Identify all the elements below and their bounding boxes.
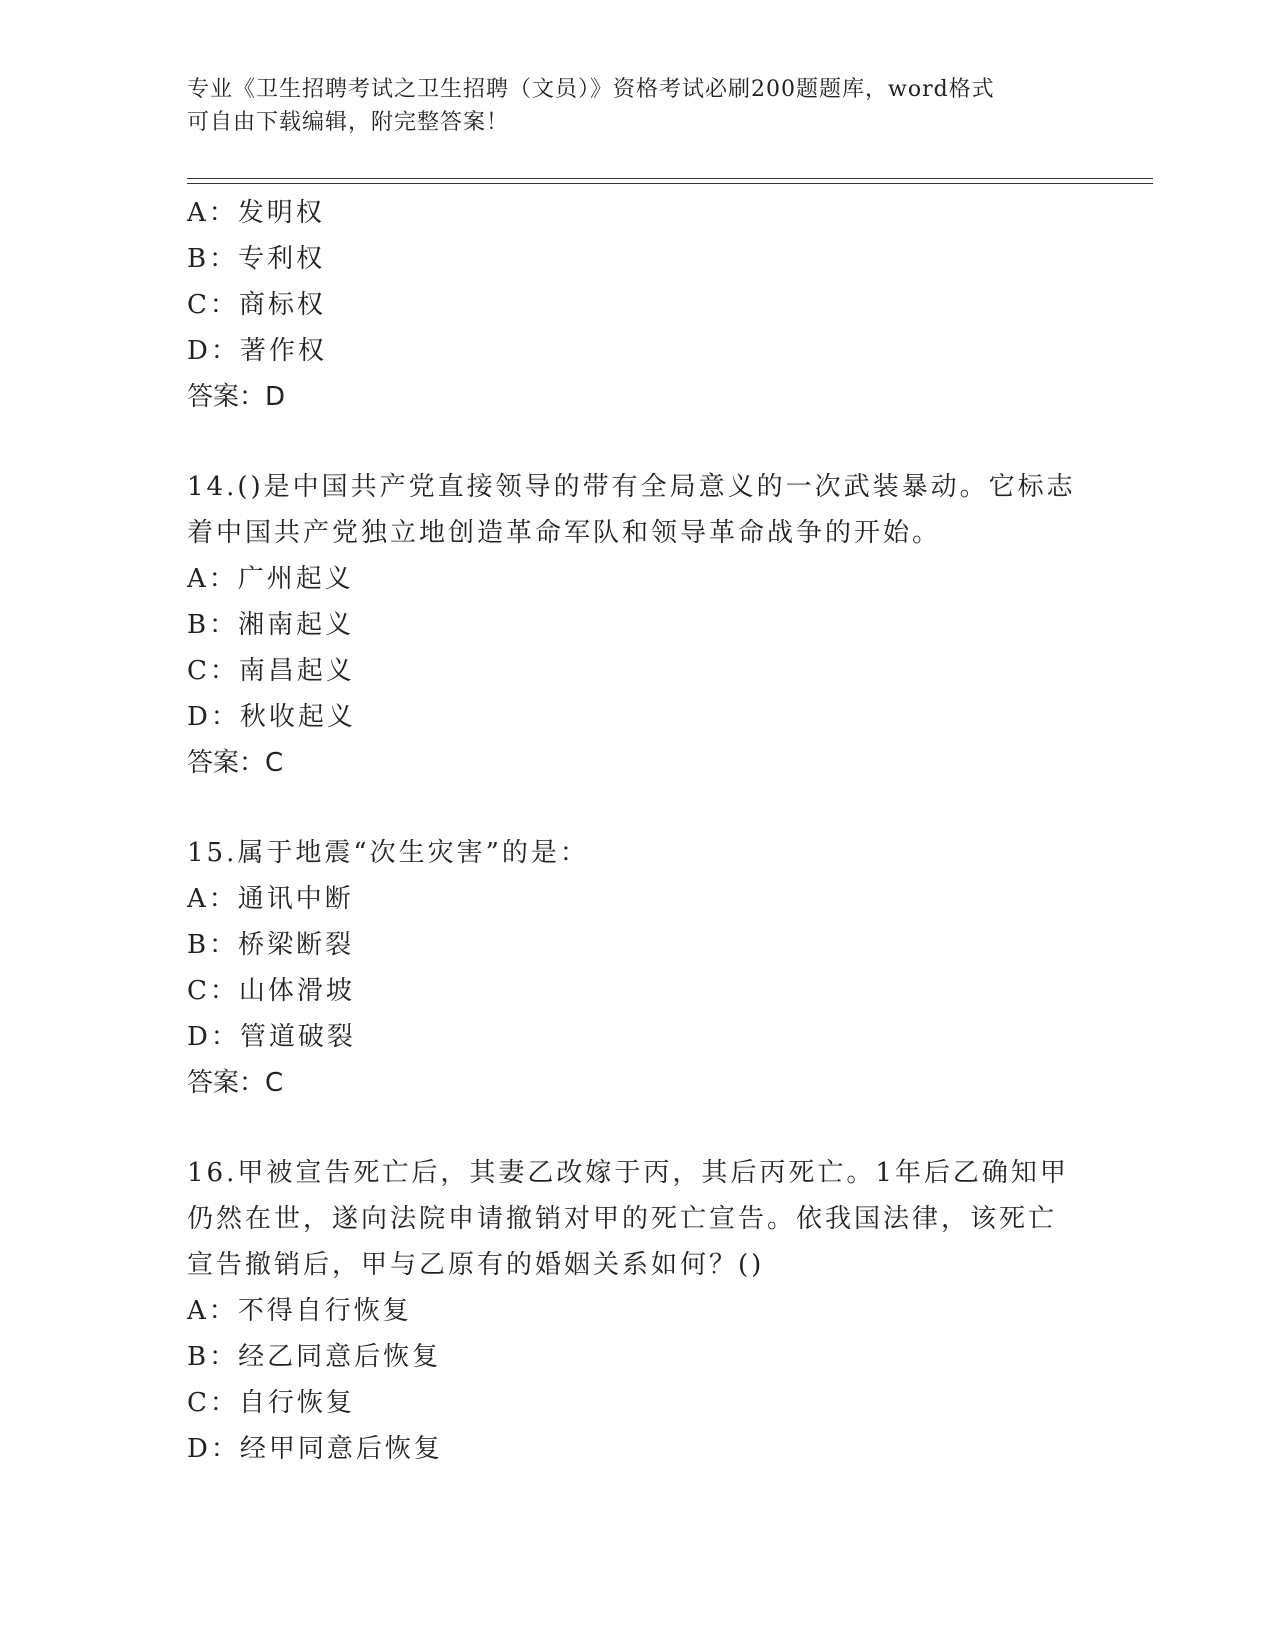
option-b: B：桥梁断裂: [187, 930, 355, 960]
document-header: [187, 73, 1057, 139]
answer: 答案：C: [187, 1068, 284, 1098]
answer: 答案：D: [187, 382, 286, 412]
option-b: B：经乙同意后恢复: [187, 1342, 442, 1372]
option-c: C：商标权: [187, 290, 326, 320]
question-stem-line: 15.属于地震“次生灾害”的是：: [187, 838, 589, 868]
question-spacer: [187, 420, 1067, 464]
header-title-line-2: 可自由下载编辑，附完整答案！: [187, 110, 510, 135]
option-d: D：著作权: [187, 336, 327, 366]
option-a: A：发明权: [187, 198, 325, 228]
question-spacer: [187, 1106, 1067, 1150]
answer: 答案：C: [187, 748, 284, 778]
option-b: B：湘南起义: [187, 610, 355, 640]
option-b: B：专利权: [187, 244, 326, 274]
question-15: [187, 830, 1067, 1106]
option-d: D：秋收起义: [187, 702, 356, 732]
question-13: [187, 190, 1067, 420]
option-c: C：自行恢复: [187, 1388, 355, 1418]
option-a: A：广州起义: [187, 564, 354, 594]
question-16: [187, 1150, 1067, 1472]
option-d: D：经甲同意后恢复: [187, 1434, 443, 1464]
question-stem-line: 着中国共产党独立地创造革命军队和领导革命战争的开始。: [187, 518, 942, 548]
question-stem-line: 仍然在世，遂向法院申请撤销对甲的死亡宣告。依我国法律，该死亡: [187, 1204, 1058, 1234]
option-d: D：管道破裂: [187, 1022, 356, 1052]
question-14: [187, 464, 1076, 786]
option-a: A：不得自行恢复: [187, 1296, 412, 1326]
question-list: [187, 190, 1076, 1472]
option-a: A：通讯中断: [187, 884, 354, 914]
question-stem-line: 14.()是中国共产党直接领导的带有全局意义的一次武装暴动。它标志: [187, 472, 1076, 502]
option-c: C：山体滑坡: [187, 976, 355, 1006]
header-divider-bottom: [187, 183, 1153, 184]
question-stem-line: 宣告撤销后，甲与乙原有的婚姻关系如何？(): [187, 1250, 765, 1280]
question-stem-line: 16.甲被宣告死亡后，其妻乙改嫁于丙，其后丙死亡。1年后乙确知甲: [187, 1158, 1069, 1188]
option-c: C：南昌起义: [187, 656, 355, 686]
header-divider-top: [187, 178, 1153, 179]
header-title-line-1: 专业《卫生招聘考试之卫生招聘（文员）》资格考试必刷200题题库，word格式: [187, 77, 995, 102]
question-spacer: [187, 786, 1067, 830]
